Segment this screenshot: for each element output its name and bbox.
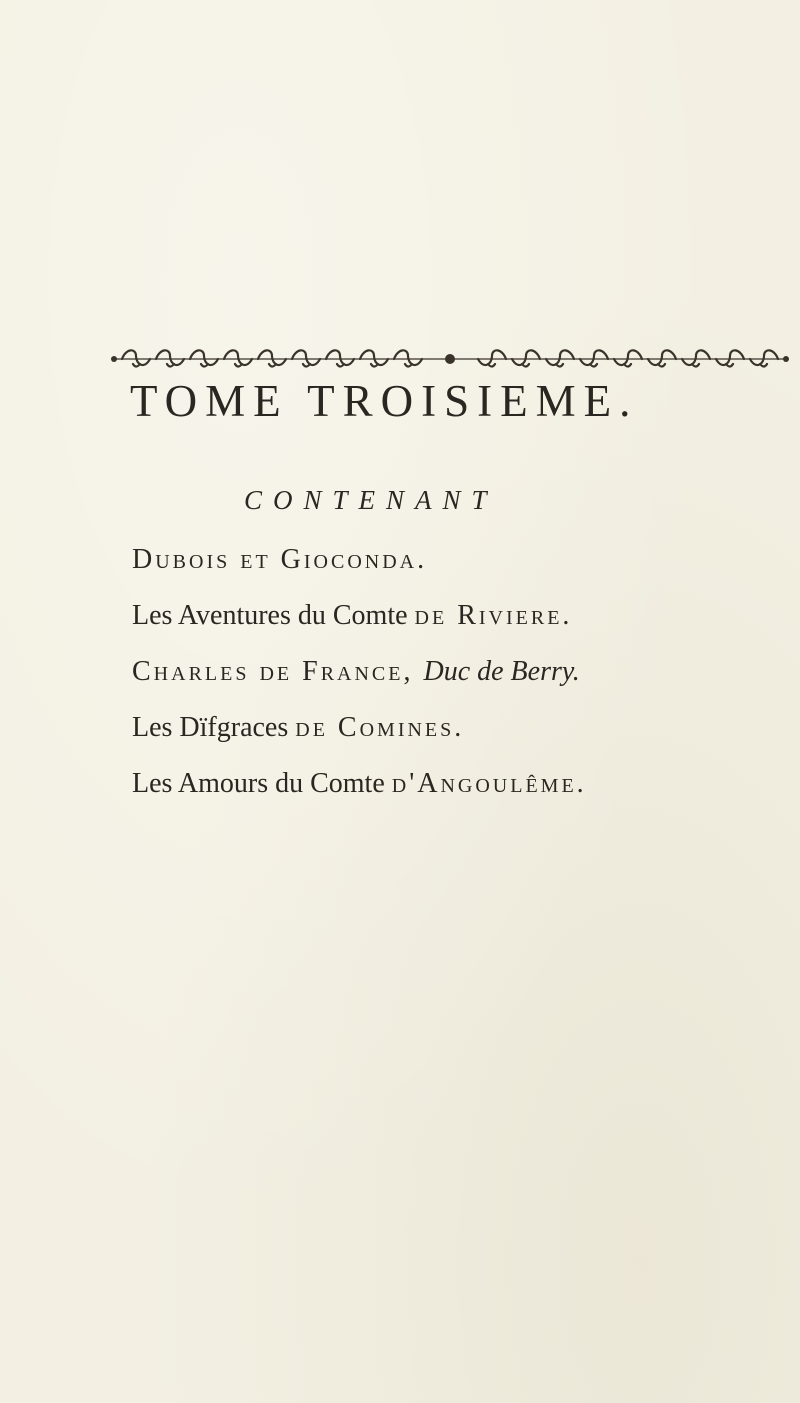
contents-entry — [132, 545, 587, 575]
contents-entry — [132, 769, 587, 799]
ornamental-headpiece-band — [108, 346, 792, 372]
entry-text: Les Amours du Comte — [132, 768, 392, 799]
entry-text: Dubois et Gioconda. — [132, 544, 428, 575]
entry-text-caps: Charles de France, — [132, 656, 424, 687]
contents-entry — [132, 657, 587, 687]
contents-entry — [132, 601, 587, 631]
entry-text: Les Aventures du Comte — [132, 600, 415, 631]
entry-text-caps: de Riviere. — [414, 600, 573, 631]
contents-subtitle: CONTENANT — [244, 485, 498, 515]
contents-entry — [132, 713, 587, 743]
entry-text-caps: de Comines. — [295, 712, 465, 743]
entry-text-italic: Duc de Berry. — [423, 656, 580, 687]
contents-list — [132, 545, 587, 825]
volume-title: TOME TROISIEME. — [130, 376, 639, 426]
entry-text-caps: d'Angoulême. — [391, 768, 587, 799]
entry-text: Les Dïfgraces — [132, 712, 296, 743]
